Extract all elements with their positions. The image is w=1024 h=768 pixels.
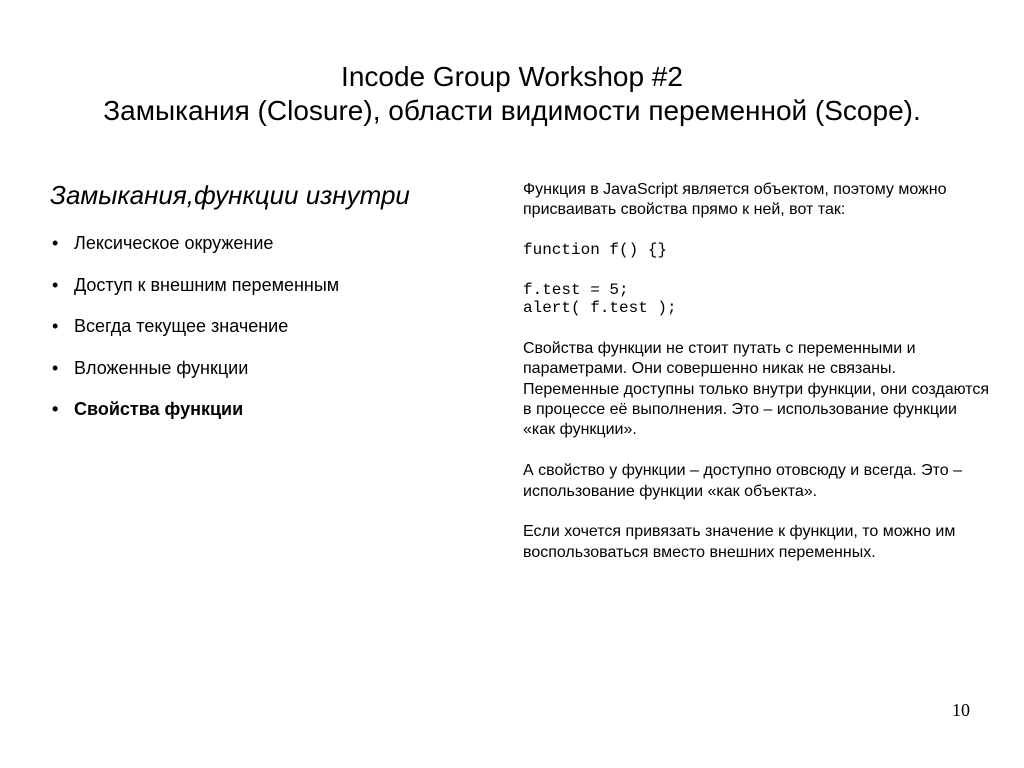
bullet-item [52, 232, 339, 254]
body-paragraph-1: Свойства функции не стоит путать с переменными и параметрами. Они совершенно никак не связаны. Переменные доступны только внутри функции, они создаются в процессе её выполнения. Это – использование функции «как функции». [523, 339, 990, 439]
bullet-marker: • [52, 233, 59, 253]
title-line-2: Замыкания (Closure), области видимости переменной (Scope). [103, 95, 921, 126]
bullet-list [52, 232, 339, 440]
slide-subtitle: Замыкания,функции изнутри [50, 180, 410, 210]
bullet-item [52, 315, 339, 337]
page-number: 10 [952, 700, 970, 720]
intro-paragraph: Функция в JavaScript является объектом, поэтому можно присваивать свойства прямо к ней, вот так: [523, 181, 947, 219]
bullet-marker: • [52, 399, 59, 419]
bullet-item [52, 398, 339, 420]
bullet-item [52, 274, 339, 296]
code-block-alert: f.test = 5; alert( f.test ); [523, 280, 677, 318]
bullet-marker: • [52, 316, 59, 336]
body-paragraph-2: А свойство у функции – доступно отовсюду и всегда. Это – использование функции «как объекта». [523, 462, 963, 500]
bullet-label: Вложенные функции [74, 357, 249, 378]
bullet-marker: • [52, 357, 59, 378]
title-line-1: Incode Group Workshop #2 [341, 61, 683, 92]
slide-title [0, 60, 1024, 128]
bullet-label: Свойства функции [74, 399, 244, 419]
code-block-function: function f() {} [523, 241, 668, 260]
bullet-label: Всегда текущее значение [74, 316, 289, 336]
right-column [523, 180, 993, 584]
bullet-label: Лексическое окружение [74, 233, 274, 253]
bullet-item [52, 357, 339, 379]
body-paragraph-3: Если хочется привязать значение к функции, то можно им воспользоваться вместо внешних переменных. [523, 523, 956, 561]
bullet-marker: • [52, 274, 59, 295]
bullet-label: Доступ к внешним переменным [74, 274, 340, 295]
